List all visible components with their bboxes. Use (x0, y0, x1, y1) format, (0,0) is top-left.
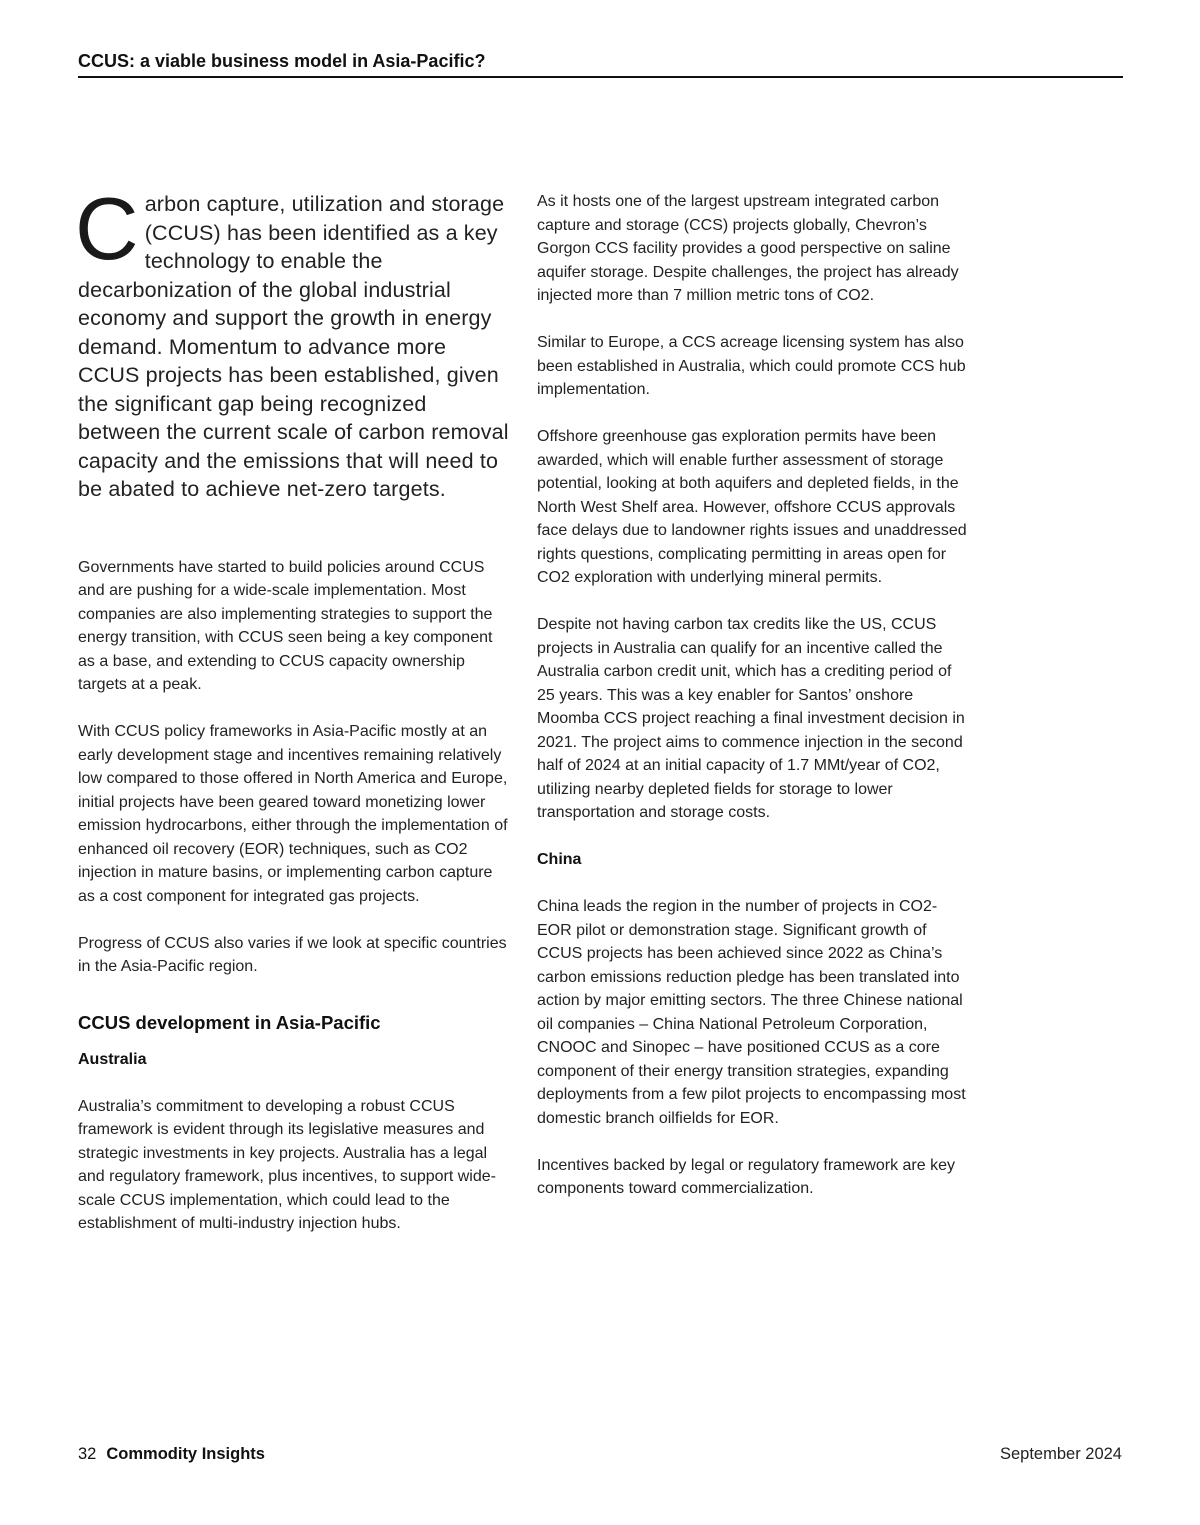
body-paragraph: China leads the region in the number of projects in CO2-EOR pilot or demonstration stage. Significant growth of CCUS projects has been achieved since 2022 as China’s carbon emissions reduction pledge has been translated into action by major emitting sectors. The three Chinese national oil companies – China National Petroleum Corporation, CNOOC and Sinopec – have positioned CCUS as a core component of their energy transition strategies, expanding deployments from a few pilot projects to encompassing most domestic branch oilfields for EOR. (537, 898, 966, 1127)
body-paragraph: As it hosts one of the largest upstream integrated carbon capture and storage (CCS) projects globally, Chevron’s Gorgon CCS facility provides a good perspective on saline aquifer storage. Despite challenges, the project has already injected more than 7 million metric tons of CO2. (537, 193, 959, 304)
left-column (75, 179, 510, 1236)
running-header (78, 50, 1123, 78)
subheading-australia: Australia (78, 1050, 147, 1068)
footer-left (78, 1444, 265, 1464)
body-paragraph: Despite not having carbon tax credits like the US, CCUS projects in Australia can qualify for an incentive called the Australia carbon credit unit, which has a crediting period of 25 years. This was a key enabler for Santos’ onshore Moomba CCS project reaching a final investment decision in 2021. The project aims to commence injection in the second half of 2024 at an initial capacity of 1.7 MMt/year of CO2, utilizing nearby depleted fields for storage to lower transportation and storage costs. (537, 616, 965, 821)
drop-cap: C (75, 179, 139, 278)
body-paragraph: With CCUS policy frameworks in Asia-Pacific mostly at an early development stage and incentives remaining relatively low compared to those offered in North America and Europe, initial projects have been geared toward monetizing lower emission hydrocarbons, either through the implementation of enhanced oil recovery (EOR) techniques, such as CO2 injection in mature basins, or implementing carbon capture as a cost component for integrated gas projects. (78, 723, 508, 905)
lead-text: arbon capture, utilization and storage (CCUS) has been identified as a key technology to enable the decarbonization of the global industrial economy and support the growth in energy demand. Momentum to advance more CCUS projects has been established, given the significant gap being recognized between the current scale of carbon removal capacity and the emissions that will need to be abated to achieve net-zero targets. (78, 192, 509, 501)
body-paragraph: Offshore greenhouse gas exploration permits have been awarded, which will enable further assessment of storage potential, looking at both aquifers and depleted fields, in the North West Shelf area. However, offshore CCUS approvals face delays due to landowner rights issues and unaddressed rights questions, complicating permitting in areas open for CO2 exploration with underlying mineral permits. (537, 428, 967, 586)
running-header-title: CCUS: a viable business model in Asia-Pacific? (78, 51, 486, 71)
right-column (537, 190, 969, 1201)
publication-name: Commodity Insights (106, 1445, 265, 1463)
body-paragraph: Australia’s commitment to developing a robust CCUS framework is evident through its legislative measures and strategic investments in key projects. Australia has a legal and regulatory framework, plus incentives, to support wide-scale CCUS implementation, which could lead to the establishment of multi-industry injection hubs. (78, 1097, 496, 1232)
body-paragraph: Similar to Europe, a CCS acreage licensing system has also been established in Australia, which could promote CCS hub implementation. (537, 334, 966, 398)
page-number: 32 (78, 1445, 97, 1463)
footer-date: September 2024 (999, 1445, 1122, 1463)
body-paragraph: Incentives backed by legal or regulatory framework are key components toward commercialization. (537, 1156, 955, 1197)
section-title: CCUS development in Asia-Pacific (78, 1011, 381, 1033)
body-paragraph: Governments have started to build policies around CCUS and are pushing for a wide-scale implementation. Most companies are also implementing strategies to support the energy transition, with CCUS seen being a key component as a base, and extending to CCUS capacity ownership targets at a peak. (78, 558, 493, 693)
lead-paragraph (75, 179, 510, 504)
subheading-china: China (537, 851, 582, 868)
body-paragraph: Progress of CCUS also varies if we look at specific countries in the Asia-Pacific region. (78, 934, 507, 975)
